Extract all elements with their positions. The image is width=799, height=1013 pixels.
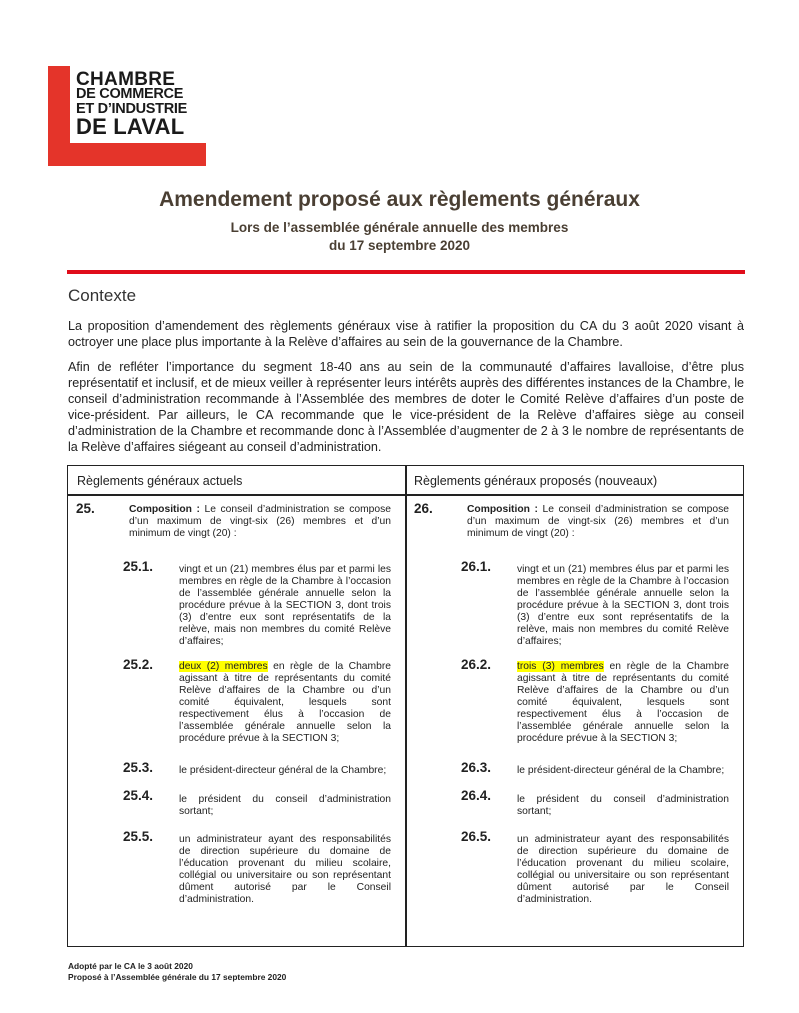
logo-line-4: DE LAVAL <box>76 114 185 139</box>
red-divider <box>67 270 745 274</box>
column-proposed-rules <box>406 498 743 938</box>
item-number: 25.5. <box>123 829 154 844</box>
subtitle-line-2: du 17 septembre 2020 <box>328 238 471 253</box>
highlighted-change: deux (2) membres <box>179 661 268 672</box>
document-footer <box>68 961 286 983</box>
item-text: le président-directeur général de la Chambre; <box>179 765 387 776</box>
item-text: un administrateur ayant des responsabilités de direction supérieure du domaine de l’éducation provenant du milieu scolaire, collégial ou universitaire ou son représentant dûment autorisé par le Conseil d’administration. <box>517 834 729 905</box>
item-text-rest: en règle de la Chambre agissant à titre de représentants du comité Relève d’affaires de la Chambre ou d’un comité équivalent, lesquels sont respectivement élus à l’occasion de l’assemblée générale annuelle selon la procédure prévue à la SECTION 3; <box>517 661 729 744</box>
item-number: 25.3. <box>123 760 154 775</box>
composition-text: Le conseil d’administration se compose d’un maximum de vingt-six (26) membres et d’un minimum de vingt (20) : <box>129 504 391 539</box>
item-text: vingt et un (21) membres élus par et parmi les membres en règle de la Chambre à l’occasion de l’assemblée générale annuelle selon la procédure prévue à la SECTION 3, dont trois (3) d’entre eux sont représentatifs de la relève, mais non membres du comité Relève d’affaires; <box>517 564 729 647</box>
item-number: 26.4. <box>461 788 492 803</box>
item-text: vingt et un (21) membres élus par et parmi les membres en règle de la Chambre à l’occasion de l’assemblée générale annuelle selon la procédure prévue à la SECTION 3, dont trois (3) d’entre eux sont représentatifs de la relève, mais non membres du comité Relève d’affaires; <box>179 564 391 647</box>
column-header-current: Règlements généraux actuels <box>77 474 243 488</box>
article-number: 25. <box>76 501 95 516</box>
article-number: 26. <box>414 501 433 516</box>
logo-line-2: DE COMMERCE <box>76 86 184 102</box>
subtitle-line-1: Lors de l’assemblée générale annuelle des membres <box>230 220 569 235</box>
item-number: 26.5. <box>461 829 492 844</box>
article-composition <box>129 504 391 540</box>
highlighted-change: trois (3) membres <box>517 661 604 672</box>
table-header-divider <box>68 494 743 496</box>
item-text <box>179 661 391 745</box>
document-title: Amendement proposé aux règlements généraux <box>159 188 640 211</box>
section-heading-contexte: Contexte <box>68 286 137 305</box>
footer-proposed: Proposé à l’Assemblée générale du 17 septembre 2020 <box>68 972 287 982</box>
context-paragraph-1: La proposition d’amendement des règlements généraux vise à ratifier la proposition du CA du 3 août 2020 visant à octroyer une place plus importante à la Relève d’affaires au sein de la gouvernance de la Chambre. <box>68 319 744 349</box>
item-number: 26.1. <box>461 559 492 574</box>
item-number: 25.2. <box>123 657 154 672</box>
logo-line-3: ET D’INDUSTRIE <box>76 101 188 117</box>
column-header-proposed: Règlements généraux proposés (nouveaux) <box>414 474 658 488</box>
item-text: le président du conseil d’administration sortant; <box>179 794 391 817</box>
item-text <box>517 661 729 745</box>
logo-wordmark <box>76 69 188 139</box>
item-number: 26.3. <box>461 760 492 775</box>
chamber-logo <box>48 66 206 166</box>
column-current-rules <box>68 498 405 938</box>
item-text: le président-directeur général de la Chambre; <box>517 765 725 776</box>
logo-red-bar-horizontal <box>48 143 206 166</box>
composition-label: Composition : <box>467 504 538 515</box>
logo-line-1: CHAMBRE <box>76 69 176 90</box>
item-number: 26.2. <box>461 657 492 672</box>
context-paragraph-2: Afin de refléter l’importance du segment 18-40 ans au sein de la communauté d’affaires lavalloise, d’être plus représentatif et inclusif, et de mieux veiller à représenter leurs intérêts auprès des différentes instances de la Chambre, le conseil d’administration recommande à l’Assemblée des membres de doter le Comité Relève d’affaires d’un poste de vice-président. Par ailleurs, le CA recommande que le vice-président de la Relève d’affaires siège au conseil d’administration de la Chambre et recommande donc à l’Assemblée d’augmenter de 2 à 3 le nombre de représentants de la Relève d’affaires siégeant au conseil d’administration. <box>68 360 744 454</box>
footer-adopted: Adopté par le CA le 3 août 2020 <box>68 961 193 971</box>
document-subtitle <box>0 219 799 255</box>
item-text: le président du conseil d’administration sortant; <box>517 794 729 817</box>
composition-label: Composition : <box>129 504 200 515</box>
item-text-rest: en règle de la Chambre agissant à titre de représentants du comité Relève d’affaires de la Chambre ou d’un comité équivalent, lesquels sont respectivement élus à l’occasion de l’assemblée générale annuelle selon la procédure prévue à la SECTION 3; <box>179 661 391 744</box>
item-number: 25.4. <box>123 788 154 803</box>
composition-text: Le conseil d’administration se compose d’un maximum de vingt-six (26) membres et d’un minimum de vingt (20) : <box>467 504 729 539</box>
item-number: 25.1. <box>123 559 154 574</box>
article-composition <box>467 504 729 540</box>
item-text: un administrateur ayant des responsabilités de direction supérieure du domaine de l’éducation provenant du milieu scolaire, collégial ou universitaire ou son représentant dûment autorisé par le Conseil d’administration. <box>179 834 391 905</box>
comparison-table <box>67 465 744 947</box>
